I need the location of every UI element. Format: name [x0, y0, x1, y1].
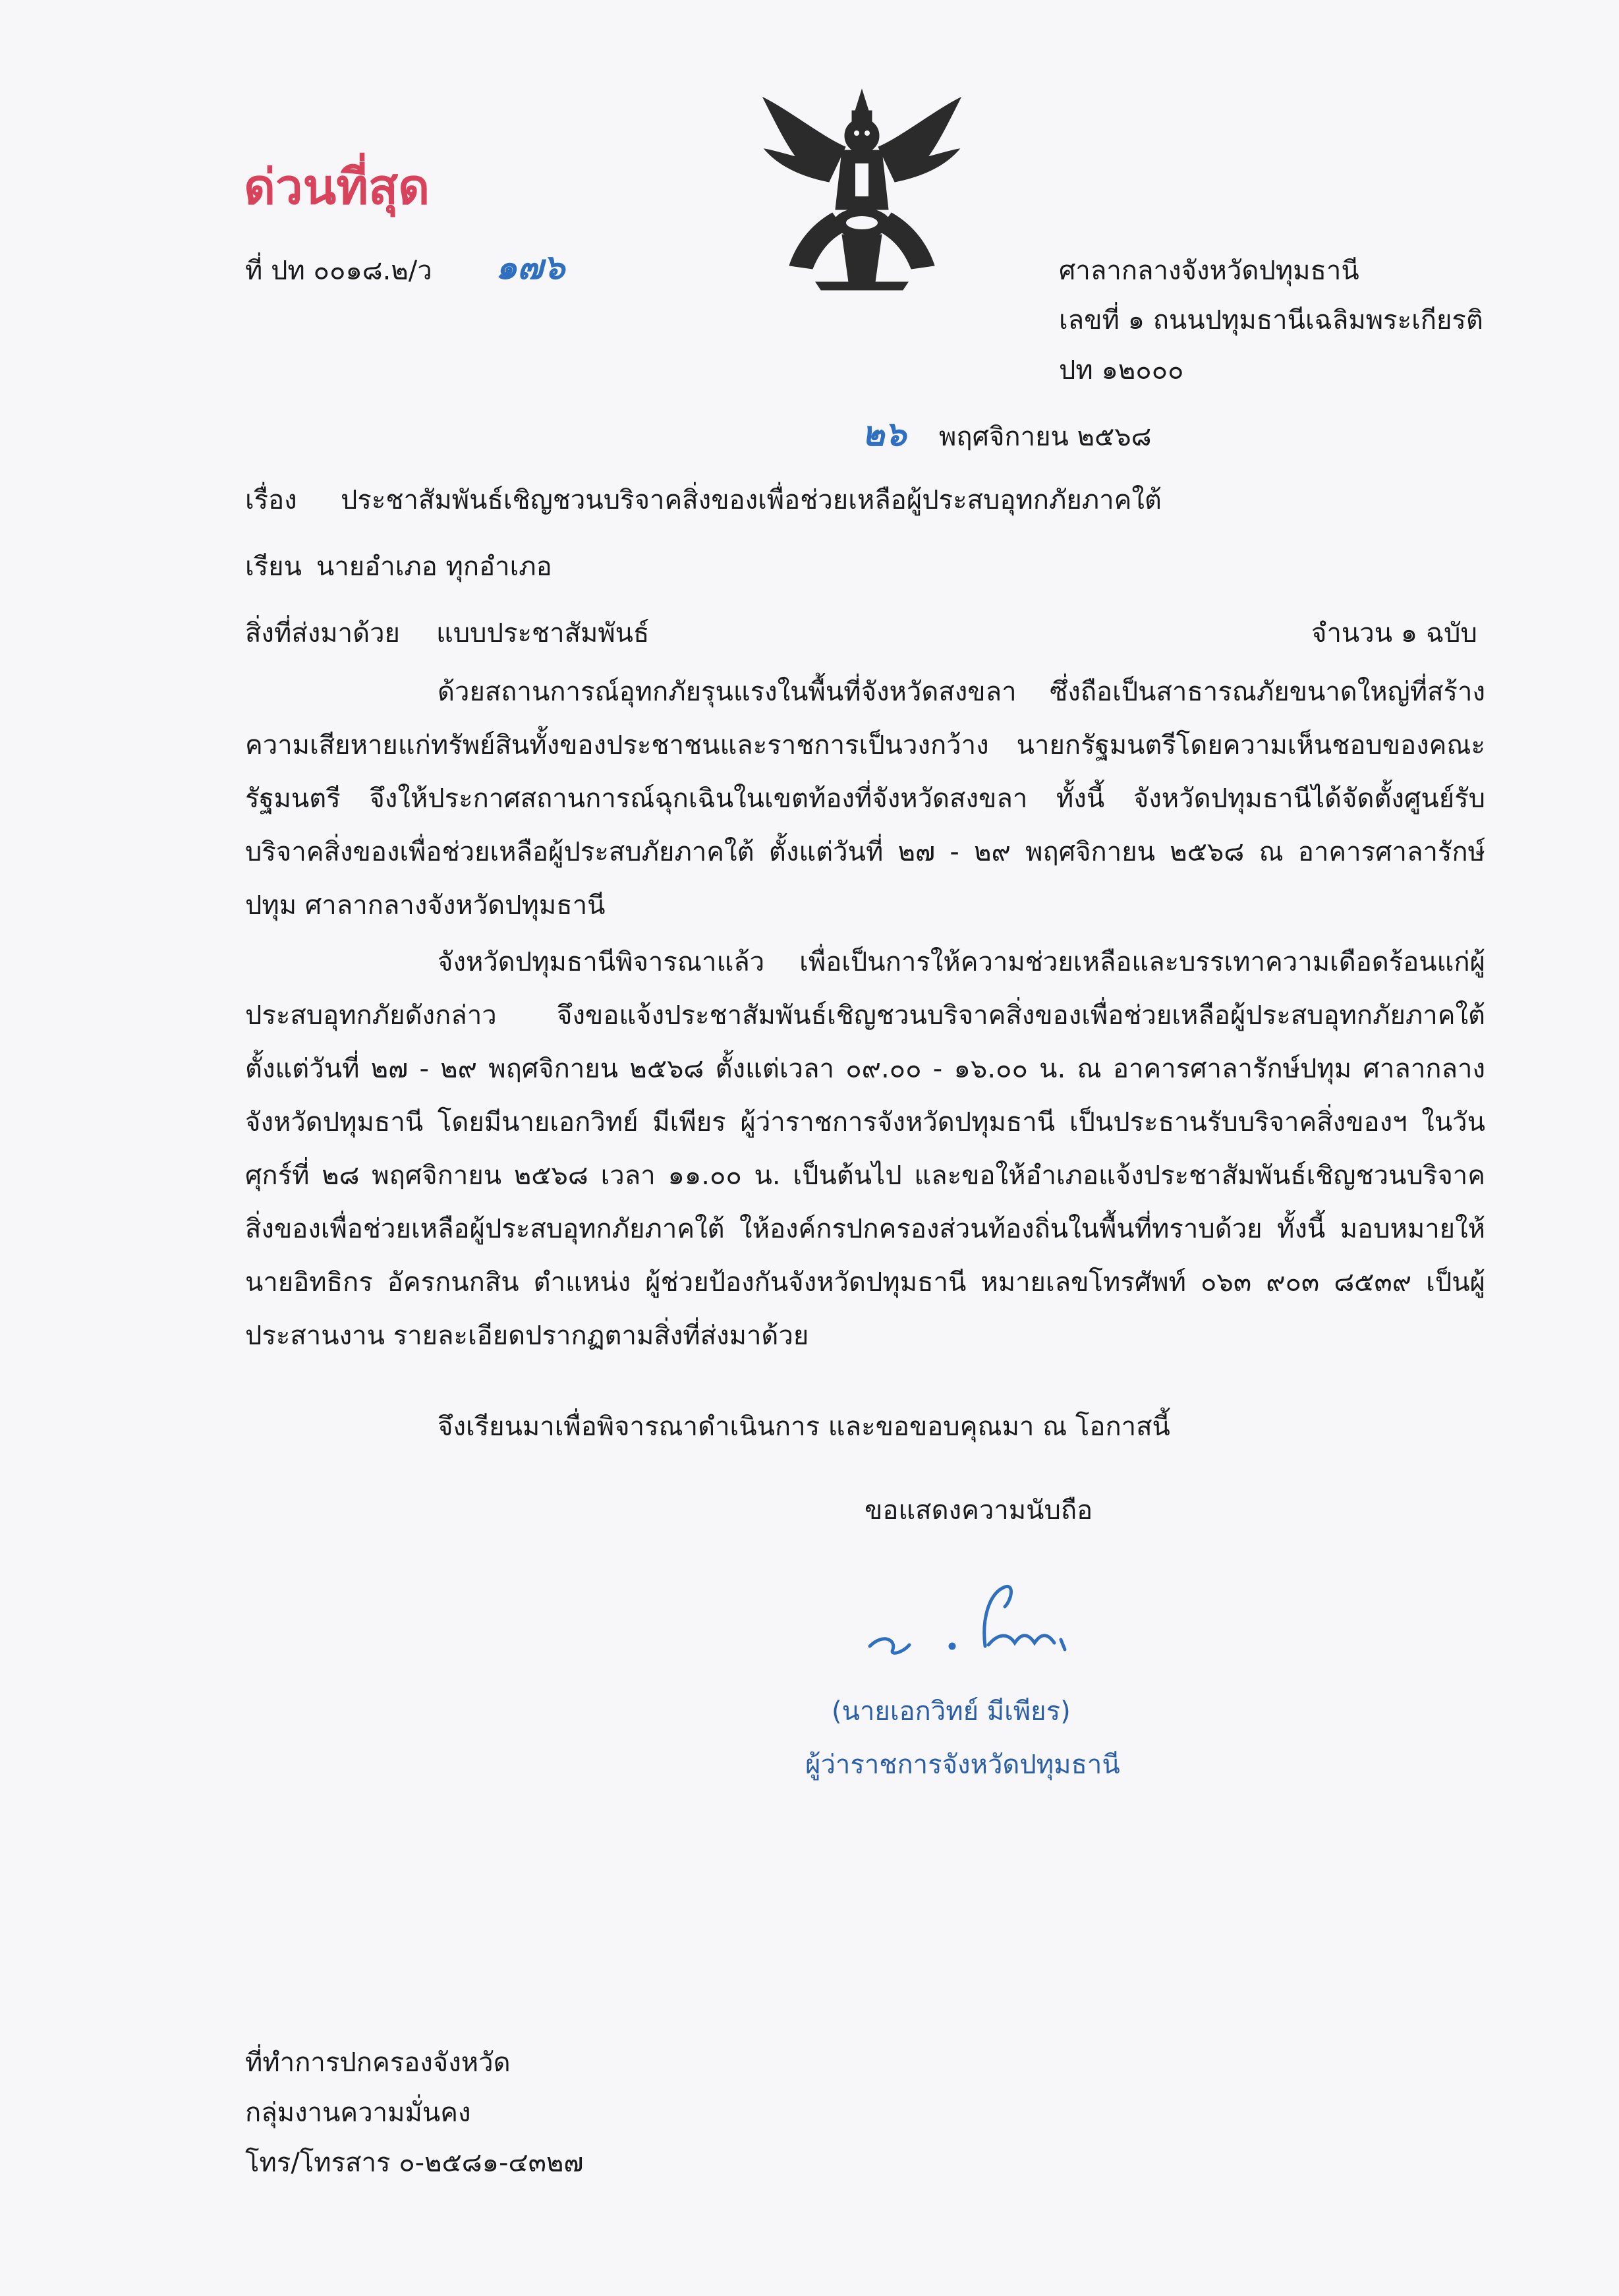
date-month-year: พฤศจิกายน ๒๕๖๘	[939, 422, 1152, 452]
footer-office: ที่ทำการปกครองจังหวัด	[245, 2048, 511, 2078]
address-line-1: ศาลากลางจังหวัดปทุมธานี	[1059, 256, 1359, 286]
footer-division: กลุ่มงานความมั่นคง	[245, 2098, 471, 2128]
signer-position: ผู้ว่าราชการจังหวัดปทุมธานี	[805, 1750, 1120, 1780]
enclosure-text: แบบประชาสัมพันธ์	[436, 618, 650, 648]
garuda-emblem	[750, 84, 974, 295]
body-paragraph-3: จึงเรียนมาเพื่อพิจารณาดำเนินการ และขอขอบคุณมา ณ โอกาสนี้	[438, 1412, 1170, 1442]
reference-number: ๑๗๖	[496, 248, 565, 287]
footer-phone: โทร/โทรสาร ๐-๒๕๘๑-๔๓๒๗	[245, 2148, 584, 2178]
reference-prefix: ที่ ปท ๐๐๑๘.๒/ว	[245, 256, 432, 286]
to-text: นายอำเภอ ทุกอำเภอ	[316, 552, 552, 582]
body-paragraph-1: ด้วยสถานการณ์อุทกภัยรุนแรงในพื้นที่จังหวัดสงขลา ซึ่งถือเป็นสาธารณภัยขนาดใหญ่ที่สร้างความเสียหายแก่ทรัพย์สินทั้งของประชาชนและราชการเป็นวงกว้าง นายกรัฐมนตรีโดยความเห็นชอบของคณะรัฐมนตรี จึงให้ประกาศสถานการณ์ฉุกเฉินในเขตท้องที่จังหวัดสงขลา ทั้งนี้ จังหวัดปทุมธานีได้จัดตั้งศูนย์รับบริจาคสิ่งของเพื่อช่วยเหลือผู้ประสบภัยภาคใต้ ตั้งแต่วันที่ ๒๗ - ๒๙ พฤศจิกายน ๒๕๖๘ ณ อาคารศาลารักษ์ปทุม ศาลากลางจังหวัดปทุมธานี	[245, 677, 1486, 921]
closing-regards: ขอแสดงความนับถือ	[865, 1495, 1093, 1526]
signer-name: (นายเอกวิทย์ มีเพียร)	[832, 1696, 1071, 1727]
body-paragraph-2: จังหวัดปทุมธานีพิจารณาแล้ว เพื่อเป็นการให้ความช่วยเหลือและบรรเทาความเดือดร้อนแก่ผู้ประสบอุทกภัยดังกล่าว จึงขอแจ้งประชาสัมพันธ์เชิญชวนบริจาคสิ่งของเพื่อช่วยเหลือผู้ประสบอุทกภัยภาคใต้ ตั้งแต่วันที่ ๒๗ - ๒๙ พฤศจิกายน ๒๕๖๘ ตั้งแต่เวลา ๐๙.๐๐ - ๑๖.๐๐ น. ณ อาคารศาลารักษ์ปทุม ศาลากลางจังหวัดปทุมธานี โดยมีนายเอกวิทย์ มีเพียร ผู้ว่าราชการจังหวัดปทุมธานี เป็นประธานรับบริจาคสิ่งของฯ ในวันศุกร์ที่ ๒๘ พฤศจิกายน ๒๕๖๘ เวลา ๑๑.๐๐ น. เป็นต้นไป และขอให้อำเภอแจ้งประชาสัมพันธ์เชิญชวนบริจาคสิ่งของเพื่อช่วยเหลือผู้ประสบอุทกภัยภาคใต้ ให้องค์กรปกครองส่วนท้องถิ่นในพื้นที่ทราบด้วย ทั้งนี้ มอบหมายให้นายอิทธิกร อัครกนกสิน ตำแหน่ง ผู้ช่วยป้องกันจังหวัดปทุมธานี หมายเลขโทรศัพท์ ๐๖๓ ๙๐๓ ๘๕๓๙ เป็นผู้ประสานงาน รายละเอียดปรากฏตามสิ่งที่ส่งมาด้วย	[245, 947, 1485, 1351]
date-day: ๒๖	[862, 415, 907, 454]
enclosure-count: จำนวน ๑ ฉบับ	[1311, 618, 1477, 648]
signature	[857, 1567, 1094, 1666]
address-line-3: ปท ๑๒๐๐๐	[1059, 355, 1184, 386]
to-label: เรียน	[245, 552, 302, 582]
address-line-2: เลขที่ ๑ ถนนปทุมธานีเฉลิมพระเกียรติ	[1059, 305, 1483, 335]
enclosure-label: สิ่งที่ส่งมาด้วย	[245, 618, 400, 648]
subject-label: เรื่อง	[245, 485, 297, 515]
urgency-label: ด่วนที่สุด	[244, 159, 430, 215]
subject-text: ประชาสัมพันธ์เชิญชวนบริจาคสิ่งของเพื่อช่วยเหลือผู้ประสบอุทกภัยภาคใต้	[341, 485, 1162, 515]
